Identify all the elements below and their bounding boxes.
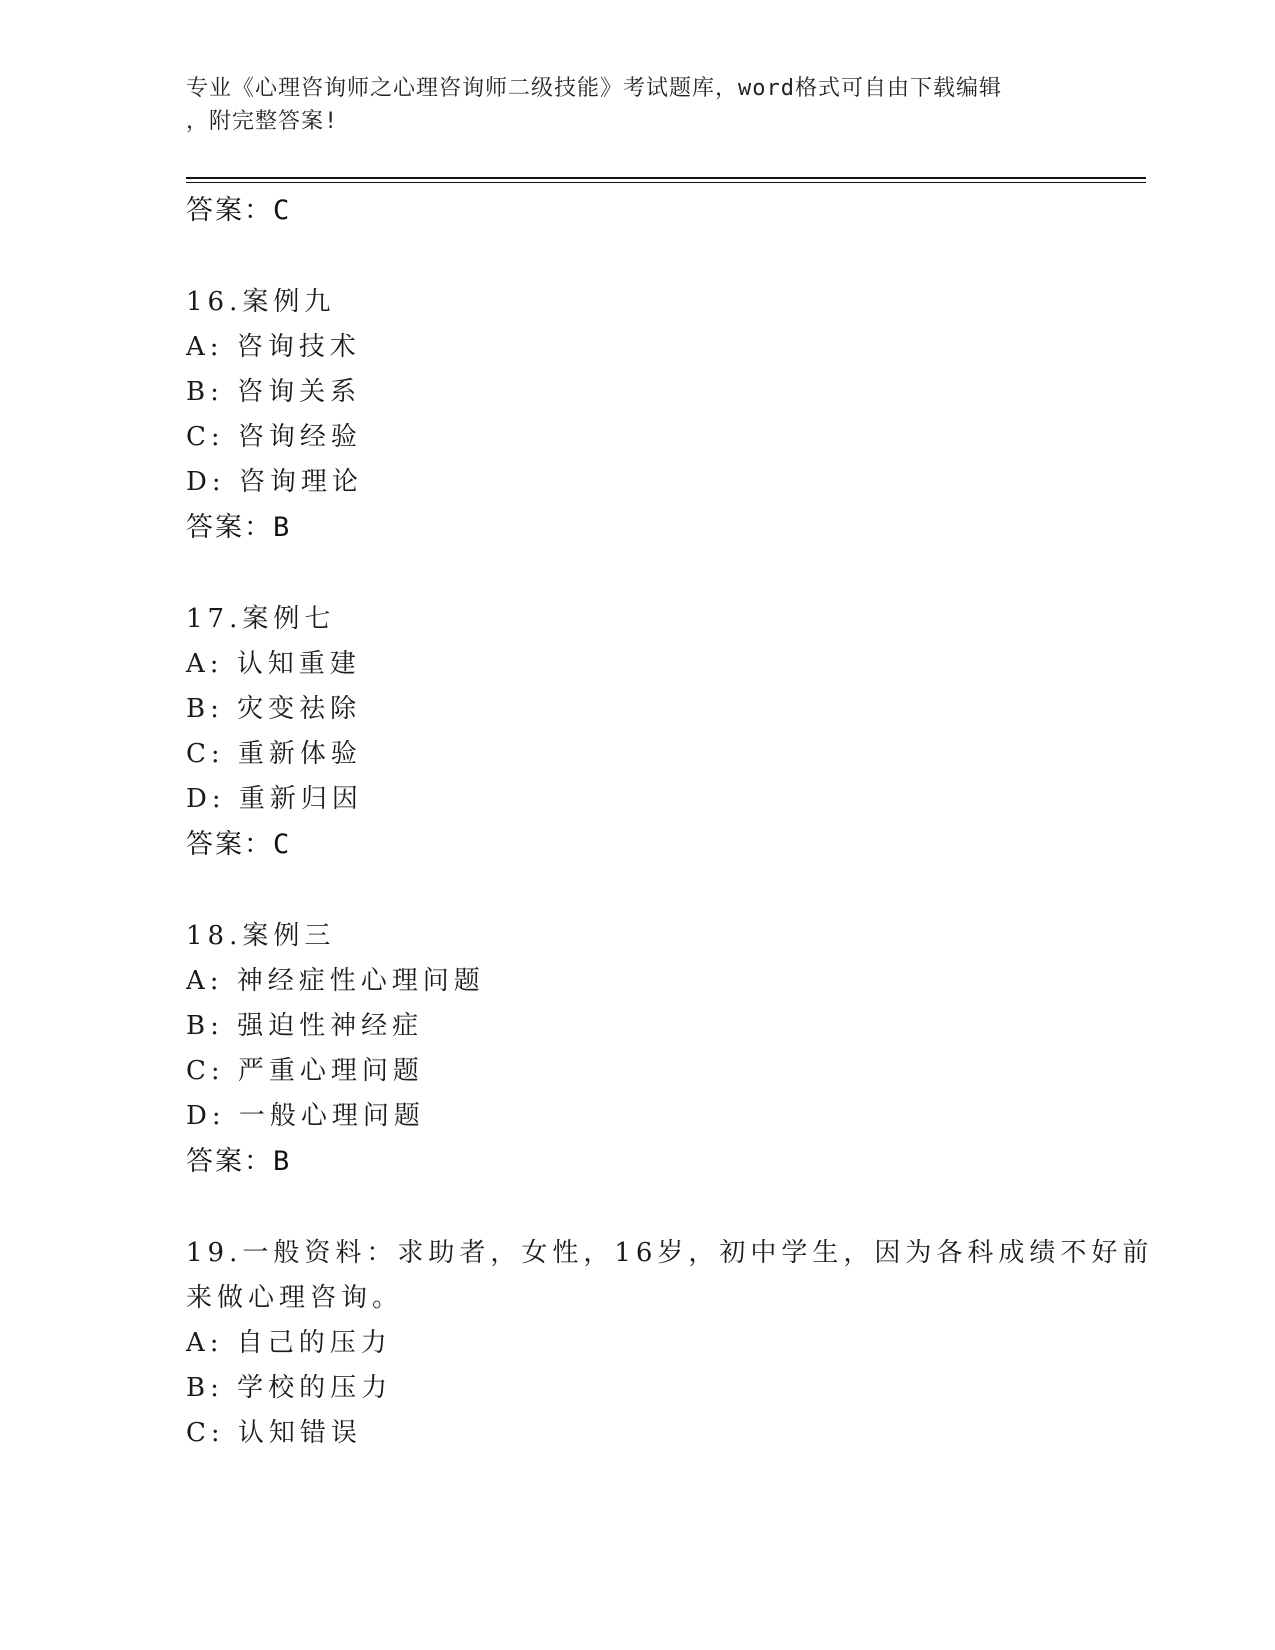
option-d: D: 咨询理论 <box>186 467 363 497</box>
option-b: B: 灾变祛除 <box>186 694 362 724</box>
question-stem: 16.案例九 <box>186 287 336 317</box>
option-a: A: 认知重建 <box>186 649 361 679</box>
spacer <box>186 233 1086 280</box>
question-16 <box>186 280 1086 550</box>
option-a: A: 咨询技术 <box>186 332 361 362</box>
spacer <box>186 1184 1086 1231</box>
option-b: B: 学校的压力 <box>186 1373 393 1403</box>
document-header <box>186 72 1066 138</box>
option-d: D: 一般心理问题 <box>186 1101 425 1131</box>
question-answer: 答案：C <box>186 829 292 860</box>
question-stem: 17.案例七 <box>186 604 336 634</box>
question-stem-line2: 来做心理咨询。 <box>186 1283 404 1313</box>
question-answer: 答案：B <box>186 1146 292 1177</box>
option-a: A: 神经症性心理问题 <box>186 966 485 996</box>
spacer <box>186 867 1086 914</box>
question-19 <box>186 1231 1154 1456</box>
header-rule-thin <box>186 182 1146 183</box>
previous-answer: 答案：C <box>186 195 292 226</box>
option-a: A: 自己的压力 <box>186 1328 392 1358</box>
question-stem-line1: 19.一般资料：求助者，女性，16岁，初中学生，因为各科成绩不好前 <box>186 1238 1154 1268</box>
option-b: B: 强迫性神经症 <box>186 1011 424 1041</box>
option-c: C: 认知错误 <box>186 1418 362 1448</box>
header-rule-thick <box>186 177 1146 179</box>
option-b: B: 咨询关系 <box>186 377 362 407</box>
header-title-line2: ，附完整答案! <box>186 109 339 134</box>
question-18 <box>186 914 1086 1184</box>
spacer <box>186 550 1086 597</box>
option-c: C: 重新体验 <box>186 739 362 769</box>
question-17 <box>186 597 1086 867</box>
question-list <box>186 188 1154 1456</box>
option-c: C: 严重心理问题 <box>186 1056 424 1086</box>
header-title-line1: 专业《心理咨询师之心理咨询师二级技能》考试题库，word格式可自由下载编辑 <box>186 76 1002 101</box>
option-d: D: 重新归因 <box>186 784 363 814</box>
question-answer: 答案：B <box>186 512 292 543</box>
option-c: C: 咨询经验 <box>186 422 362 452</box>
question-stem: 18.案例三 <box>186 921 336 951</box>
